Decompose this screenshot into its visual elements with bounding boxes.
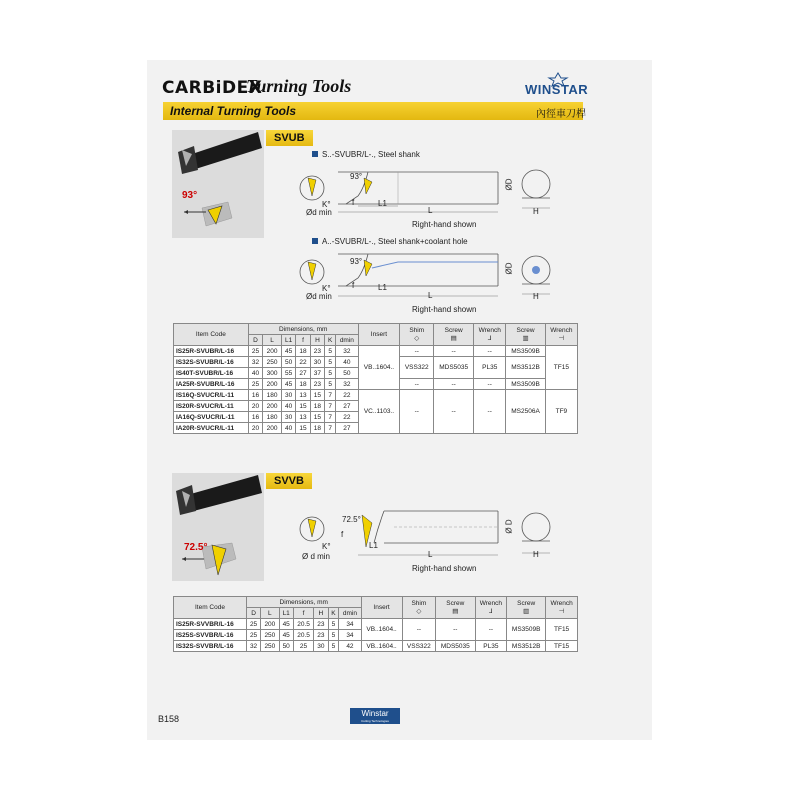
table-row: IS40T-SVUBR/L-16 40 300 55 27 37 5 50 xyxy=(174,368,578,379)
svub-section-tag: SVUB xyxy=(266,130,313,146)
winstar-logo: WINSTAR xyxy=(525,82,589,97)
wrench-cell: TF9 xyxy=(545,390,577,434)
col-dmin: dmin xyxy=(339,608,361,619)
allen-wrench-icon: ⅃ xyxy=(489,608,493,615)
svub-drawing2-l1: L1 xyxy=(378,283,387,292)
table-row: IA25R-SVUBR/L-16 25 200 45 18 23 5 32 -- -- -- MS3509B xyxy=(174,379,578,390)
svub-drawing1-l1: L1 xyxy=(378,199,387,208)
svub-drawing1-right-hand: Right-hand shown xyxy=(412,220,477,229)
brand-name: CARBiDEX xyxy=(162,78,263,98)
col-wrench-2: Wrench ⊣ xyxy=(546,597,578,619)
col-d: D xyxy=(248,335,262,346)
col-item-code: Item Code xyxy=(174,324,249,346)
col-f: f xyxy=(293,608,314,619)
svub-photo-angle: 93° xyxy=(182,190,198,201)
svvb-drawing-l1: L1 xyxy=(369,541,378,550)
col-l: L xyxy=(261,608,279,619)
col-wrench: Wrench ⅃ xyxy=(474,324,506,346)
svub-product-photo xyxy=(172,130,264,238)
col-k: K xyxy=(325,335,336,346)
svvb-drawing-k: K° xyxy=(322,542,331,551)
allen-wrench-icon: ⅃ xyxy=(487,335,492,342)
insert-cell: VB..1604.. xyxy=(358,346,400,390)
table-row: IS32S-SVUBR/L-16 32 250 50 22 30 5 40 VSS322 MDS5035 PL35 MS3512B xyxy=(174,357,578,368)
col-dimensions: Dimensions, mm xyxy=(246,597,361,608)
svvb-drawing-right-hand: Right-hand shown xyxy=(412,564,477,573)
shim-icon: ◇ xyxy=(414,335,420,342)
col-wrench: Wrench ⅃ xyxy=(475,597,507,619)
col-item-code: Item Code xyxy=(174,597,247,619)
svvb-product-photo xyxy=(172,473,264,581)
svvb-photo-angle: 72.5° xyxy=(184,542,208,553)
svvb-drawing-d: Ø D xyxy=(504,519,514,534)
svub-drawing2-d: ØD xyxy=(504,262,514,275)
footer-logo: Winstar Cutting Technologies xyxy=(350,708,400,724)
table-row: IS32S-SVVBR/L-16 32 250 50 25 30 5 42 VB..1604.. VSS322 MDS5035 PL35 MS3512B TF15 xyxy=(174,641,578,652)
shim-icon: ◇ xyxy=(416,608,422,615)
table-row: IS20R-SVUCR/L-11 20 200 40 15 18 7 27 xyxy=(174,401,578,412)
svub-drawing1-d: ØD xyxy=(504,178,514,191)
col-insert: Insert xyxy=(358,324,400,346)
col-h: H xyxy=(310,335,324,346)
svvb-drawing-l: L xyxy=(428,550,433,559)
table-row: IA16Q-SVUCR/L-11 16 180 30 13 15 7 22 xyxy=(174,412,578,423)
svub-drawing2-right-hand: Right-hand shown xyxy=(412,305,477,314)
clamp-screw-icon: ▥ xyxy=(522,335,529,342)
screw-icon: ▤ xyxy=(452,608,459,615)
clamp-screw-icon: ▥ xyxy=(523,608,530,615)
table-row: IS25R-SVUBR/L-16 25 200 45 18 23 5 32 VB..1604.. -- -- -- MS3509B TF15 xyxy=(174,346,578,357)
svub-drawing1-angle: 93° xyxy=(350,172,363,181)
col-l1: L1 xyxy=(279,608,293,619)
insert-cell: VC..1103.. xyxy=(358,390,400,434)
svub-drawing1-f: f xyxy=(352,198,355,207)
col-dmin: dmin xyxy=(336,335,358,346)
col-l1: L1 xyxy=(281,335,295,346)
svub-drawing1-l: L xyxy=(428,206,433,215)
svub-drawing2-dmin: Ød min xyxy=(306,292,332,301)
svvb-spec-table xyxy=(173,596,578,652)
svub-drawing2-angle: 93° xyxy=(350,257,363,266)
col-f: f xyxy=(296,335,310,346)
col-screw-2: Screw ▥ xyxy=(507,597,546,619)
section-title-cn: 內徑車刀桿 xyxy=(536,109,586,120)
col-shim: Shim ◇ xyxy=(400,324,434,346)
svvb-section-tag: SVVB xyxy=(266,473,312,489)
table-row: IS25R-SVVBR/L-16 25 200 45 20.5 23 5 34 VB..1604.. -- -- -- MS3509B TF15 xyxy=(174,619,578,630)
svub-drawing1-k: K° xyxy=(322,200,331,209)
svvb-drawing-dmin: Ø d min xyxy=(302,552,331,561)
table-row: IA20R-SVUCR/L-11 20 200 40 15 18 7 27 xyxy=(174,423,578,434)
page-title: Turning Tools xyxy=(246,76,352,96)
col-shim: Shim ◇ xyxy=(402,597,436,619)
screw-icon: ▤ xyxy=(450,335,457,342)
col-h: H xyxy=(314,608,328,619)
col-l: L xyxy=(263,335,282,346)
svub-drawing2-l: L xyxy=(428,291,433,300)
svvb-drawing-angle: 72.5° xyxy=(342,515,361,524)
insert-cell: VB..1604.. xyxy=(361,641,402,652)
col-screw-2: Screw ▥ xyxy=(506,324,546,346)
col-screw: Screw ▤ xyxy=(436,597,475,619)
torx-wrench-icon: ⊣ xyxy=(558,335,565,342)
wrench-cell: TF15 xyxy=(545,346,577,390)
col-screw: Screw ▤ xyxy=(434,324,474,346)
col-k: K xyxy=(328,608,339,619)
col-d: D xyxy=(246,608,260,619)
col-wrench-2: Wrench ⊣ xyxy=(545,324,577,346)
svub-drawing2-h: H xyxy=(533,292,539,301)
col-insert: Insert xyxy=(361,597,402,619)
svub-drawing1-dmin: Ød min xyxy=(306,208,332,217)
col-dimensions: Dimensions, mm xyxy=(248,324,358,335)
svub-drawing2-k: K° xyxy=(322,284,331,293)
table-row: IS25S-SVVBR/L-16 25 250 45 20.5 23 5 34 xyxy=(174,630,578,641)
section-title: Internal Turning Tools xyxy=(170,104,296,118)
svub-drawing2-caption: A..-SVUBR/L-., Steel shank+coolant hole xyxy=(312,237,468,246)
svub-drawing1-h: H xyxy=(533,207,539,216)
svub-drawing1-caption: S..-SVUBR/L-., Steel shank xyxy=(312,150,420,159)
page-number: B158 xyxy=(158,714,180,724)
svvb-drawing-f: f xyxy=(341,530,344,539)
svvb-drawing-h: H xyxy=(533,550,539,559)
table-row: IS16Q-SVUCR/L-11 16 180 30 13 15 7 22 VC..1103.. -- -- -- MS2506A TF9 xyxy=(174,390,578,401)
svub-drawing2-f: f xyxy=(352,281,355,290)
svub-spec-table xyxy=(173,323,578,434)
torx-wrench-icon: ⊣ xyxy=(558,608,565,615)
insert-cell: VB..1604.. xyxy=(361,619,402,641)
